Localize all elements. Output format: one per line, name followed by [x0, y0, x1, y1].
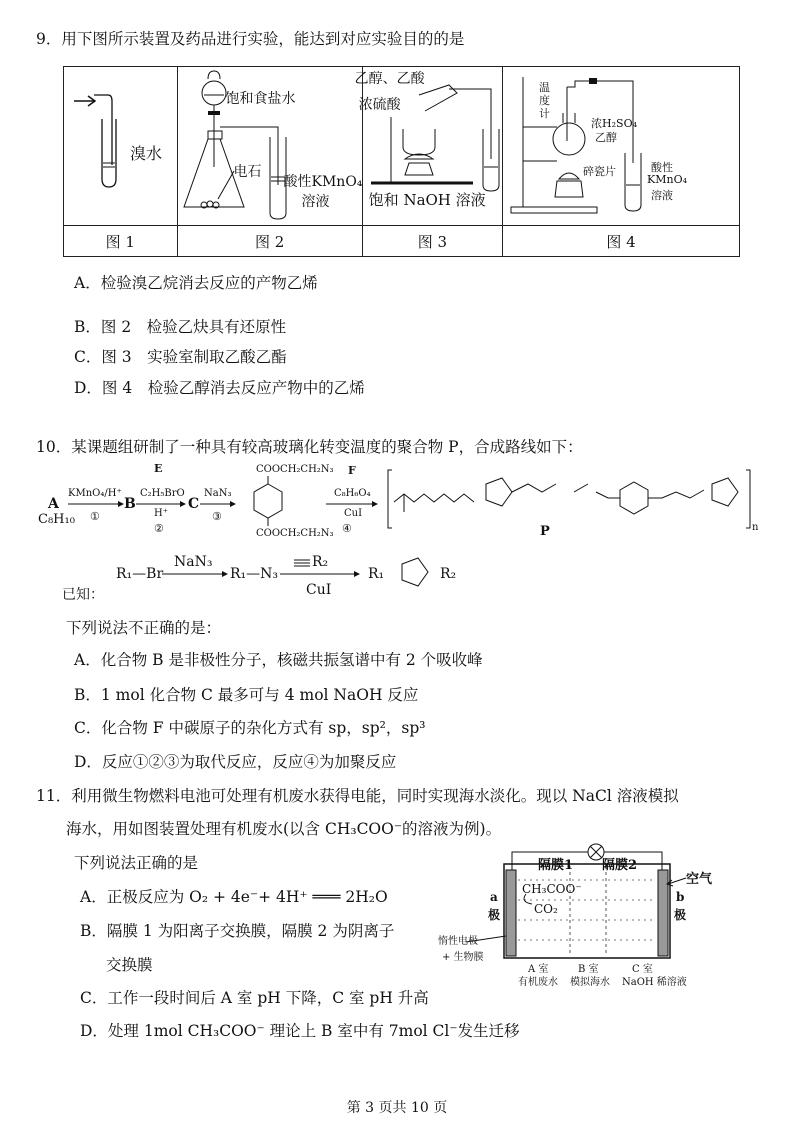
- q10-sub-stem: 下列说法不正确的是：: [66, 619, 222, 637]
- q10-route: [36, 462, 776, 544]
- cell-membrane-1: 隔膜1: [538, 858, 574, 873]
- fig1-caption: 图 1: [64, 226, 178, 257]
- q10-stem: 10．某课题组研制了一种具有较高玻璃化转变温度的聚合物 P，合成路线如下：: [36, 438, 583, 456]
- route-reagent-3: NaN₃: [204, 488, 232, 499]
- known-nan3: NaN₃: [174, 554, 213, 570]
- q11-stem-line2: 海水，用如图装置处理有机废水(以含 CH₃COO⁻的溶液为例)。: [66, 820, 502, 838]
- route-reagent-1: KMnO₄/H⁺: [68, 488, 122, 499]
- cell-air: 空气: [686, 872, 713, 887]
- fig4-label-h2so4: 浓H₂SO₄: [591, 117, 638, 130]
- cell-electrode-b-pole: 极: [674, 908, 687, 922]
- fig4-label-porcelain: 碎瓷片: [583, 165, 617, 178]
- q11-option-a: A．正极反应为 O₂ + 4e⁻+ 4H⁺ ═══ 2H₂O: [80, 888, 388, 906]
- fig2-label-carbide: 电石: [233, 164, 262, 180]
- fig2-label-saline: 饱和食盐水: [225, 91, 296, 107]
- q10-route-drawing: [36, 462, 776, 544]
- route-reagent-4b: CuI: [344, 508, 363, 519]
- q10-option-a: A．化合物 B 是非极性分子，核磁共振氢谱中有 2 个吸收峰: [74, 651, 483, 669]
- known-alkyne-r2: R₂: [312, 554, 329, 570]
- fig2-label-solution: 溶液: [301, 194, 330, 210]
- cell-room-a-content: 有机废水: [518, 977, 558, 988]
- route-b: B: [124, 496, 136, 512]
- route-reagent-2: C₂H₅BrO: [140, 488, 185, 499]
- fig2-cell: [177, 67, 362, 226]
- cell-room-a: A 室: [528, 964, 549, 975]
- fig4-caption: 图 4: [503, 226, 740, 257]
- fig3-cell: [354, 67, 502, 226]
- route-step-3: ③: [212, 510, 222, 523]
- cell-electrode-b: b: [676, 890, 685, 904]
- q11-sub-stem: 下列说法正确的是: [74, 854, 199, 872]
- known-product-r1: R₁: [368, 566, 385, 582]
- q11-option-b-cont: 交换膜: [106, 956, 153, 974]
- route-c-substituent-bottom: COOCH₂CH₂N₃: [256, 528, 334, 539]
- cell-co2: CO₂: [534, 902, 558, 916]
- cell-room-c-content: NaOH 稀溶液: [622, 977, 687, 988]
- q9-option-b: B．图 2 检验乙炔具有还原性: [74, 318, 287, 336]
- route-a-formula: C₈H₁₀: [38, 512, 75, 527]
- q9-option-a: A．检验溴乙烷消去反应的产物乙烯: [74, 274, 318, 292]
- cell-electrode-label-2: + 生物膜: [442, 952, 484, 963]
- fig4-label-thermometer: 温度计: [539, 81, 551, 120]
- fig4-label-solution: 溶液: [651, 189, 674, 202]
- cell-membrane-2: 隔膜2: [602, 858, 638, 873]
- fig3-label-reactants: 乙醇、乙酸: [354, 71, 425, 87]
- fig4-label-acidic: 酸性: [651, 161, 674, 174]
- cell-electrode-label-1: 惰性电极: [438, 936, 478, 947]
- route-c: C: [188, 496, 200, 512]
- known-r1n3: R₁—N₃: [230, 566, 279, 582]
- route-p: P: [540, 524, 550, 539]
- q10-known-reaction: [62, 554, 502, 606]
- route-a: A: [48, 496, 59, 512]
- route-f: F: [348, 464, 356, 477]
- q11-option-d: D．处理 1mol CH₃COO⁻ 理论上 B 室中有 7mol Cl⁻发生迁移: [80, 1022, 520, 1040]
- cell-room-b-content: 模拟海水: [570, 977, 610, 988]
- fig2-label-kmno4: 酸性KMnO₄: [283, 174, 363, 190]
- q9-option-c: C．图 3 实验室制取乙酸乙酯: [74, 348, 287, 366]
- cell-acetate: CH₃COO⁻: [522, 882, 582, 896]
- fig1-cell: [64, 67, 178, 226]
- route-step-2: ②: [154, 522, 164, 535]
- q9-option-d: D．图 4 检验乙醇消去反应产物中的乙烯: [74, 379, 365, 397]
- q10-option-b: B．1 mol 化合物 C 最多可与 4 mol NaOH 反应: [74, 686, 419, 704]
- fig3-label-naoh: 饱和 NaOH 溶液: [368, 191, 486, 209]
- route-c-substituent-top: COOCH₂CH₂N₃: [256, 464, 334, 475]
- fig4-label-ethanol: 乙醇: [595, 131, 618, 144]
- fig4-label-kmno4: KMnO₄: [647, 173, 688, 186]
- q11-option-b: B．隔膜 1 为阳离子交换膜，隔膜 2 为阴离子: [80, 922, 395, 940]
- fig3-label-sulfuric: 浓硫酸: [358, 97, 401, 113]
- q11-cell-diagram: [436, 840, 732, 990]
- fig1-label-bromine-water: 溴水: [130, 144, 163, 163]
- route-reagent-2b: H⁺: [154, 508, 168, 519]
- cell-room-b: B 室: [578, 964, 599, 975]
- route-reagent-4: C₈H₆O₄: [334, 488, 371, 499]
- q11-option-c: C．工作一段时间后 A 室 pH 下降，C 室 pH 升高: [80, 989, 429, 1007]
- cell-room-c: C 室: [632, 964, 653, 975]
- known-product-r2: R₂: [440, 566, 457, 582]
- cell-electrode-a: a: [490, 890, 498, 904]
- q10-option-c: C．化合物 F 中碳原子的杂化方式有 sp，sp²，sp³: [74, 719, 426, 737]
- route-step-1: ①: [90, 510, 100, 523]
- q11-stem-line1: 11．利用微生物燃料电池可处理有机废水获得电能，同时实现海水淡化。现以 NaCl 溶液模拟: [36, 787, 679, 805]
- known-label: 已知：: [62, 587, 104, 603]
- cell-electrode-a-pole: 极: [488, 908, 501, 922]
- route-e: E: [154, 462, 163, 475]
- q9-stem: 9．用下图所示装置及药品进行实验，能达到对应实验目的的是: [36, 30, 465, 48]
- fig4-cell: [503, 67, 740, 226]
- page-footer: 第 3 页共 10 页: [346, 1100, 448, 1116]
- q9-apparatus-table: [63, 66, 740, 257]
- fig2-caption: 图 2: [177, 226, 362, 257]
- known-cui: CuI: [306, 582, 332, 598]
- known-r1br: R₁—Br: [116, 566, 164, 582]
- route-step-4: ④: [342, 522, 352, 535]
- route-n: n: [752, 522, 759, 533]
- fig3-caption: 图 3: [362, 226, 502, 257]
- q10-option-d: D．反应①②③为取代反应，反应④为加聚反应: [74, 753, 397, 771]
